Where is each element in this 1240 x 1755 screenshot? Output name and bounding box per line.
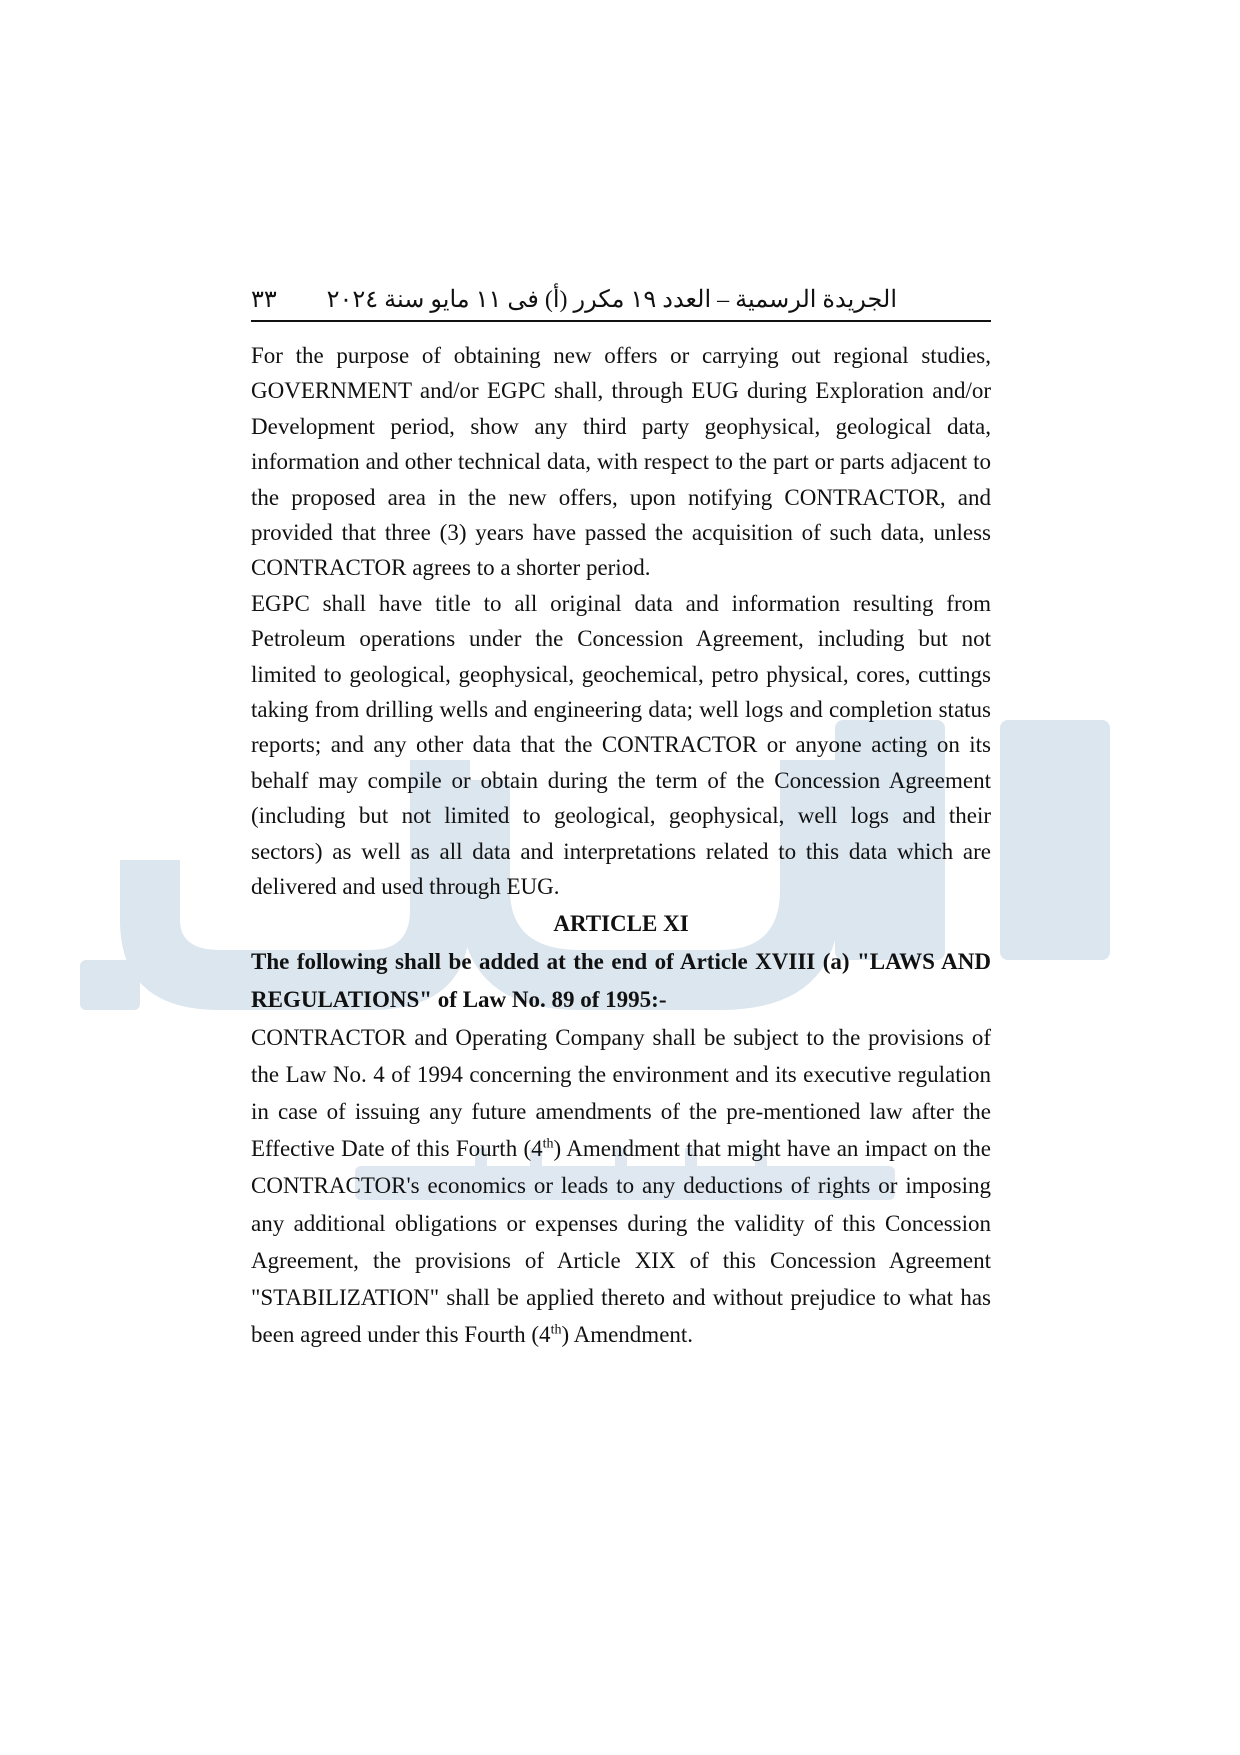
paragraph-data-disclosure: For the purpose of obtaining new offers or carrying out regional studies, GOVERNMENT and/or EGPC shall, through EUG during Exploration and/or Development period, show any third party geophysical, geological data, information and other technical data, with respect to the part or parts adjacent to the proposed area in the new offers, upon notifying CONTRACTOR, and provided that three (3) years have passed the acquisition of such data, unless CONTRACTOR agrees to a shorter period. (251, 343, 991, 581)
article-body-part-1: CONTRACTOR and Operating Company shall be subject to the provisions of the Law No. 4 of 1994 concerning the environment and its executive regulation in case of issuing any future amendments of the pre-mentioned law after the Effective Date of this Fourth (4 (251, 1024, 991, 1162)
gazette-title: الجريدة الرسمية – العدد ١٩ مكرر (أ) فى ١١ مايو سنة ٢٠٢٤ (326, 287, 897, 313)
ordinal-suffix-1: th (542, 1136, 554, 1152)
page-header (251, 280, 991, 322)
document-page (251, 280, 991, 1353)
paragraph-data-title: EGPC shall have title to all original data and information resulting from Petroleum operations under the Concession Agreement, including but not limited to geological, geophysical, geochemical, petro physical, cores, cuttings taking from drilling wells and engineering data; well logs and completion status reports; and any other data that the CONTRACTOR or anyone acting on its behalf may compile or obtain during the term of the Concession Agreement (including but not limited to geological, geophysical, well logs and their sectors) as well as all data and interpretations related to this data which are delivered and used through EUG. (251, 590, 991, 900)
article-intro: The following shall be added at the end of Article XVIII (a) "LAWS AND REGULATIONS" of Law No. 89 of 1995:- (251, 948, 991, 1012)
article-heading: ARTICLE XI (553, 910, 689, 936)
document-body (251, 338, 991, 1353)
ordinal-suffix-2: th (550, 1322, 562, 1338)
article-body-part-3: ) Amendment. (561, 1322, 694, 1348)
article-body-part-2: ) Amendment that might have an impact on the CONTRACTOR's economics or leads to any deductions of rights or imposing any additional obligations or expenses during the validity of this Concession Agreement, the provisions of Article XIX of this Concession Agreement "STABILIZATION" shall be applied thereto and without prejudice to what has been agreed under this Fourth (4 (251, 1136, 991, 1348)
page-number: ٣٣ (251, 287, 277, 313)
article-body (251, 1019, 991, 1354)
